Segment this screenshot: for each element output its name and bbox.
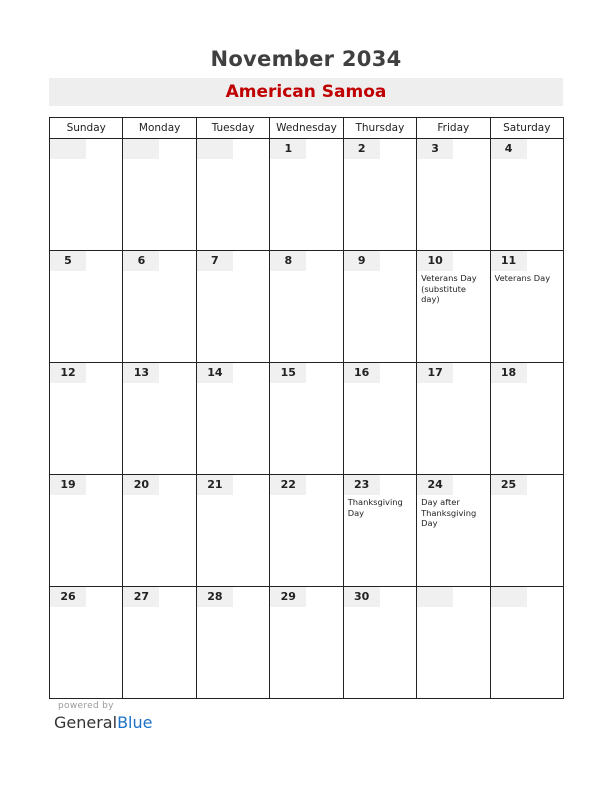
logo-general-text: General (54, 713, 118, 732)
day-cell (50, 363, 123, 475)
day-number: 10 (417, 251, 453, 271)
day-number: 16 (344, 363, 380, 383)
day-cell (270, 587, 343, 699)
day-cell (490, 139, 563, 251)
day-cell (123, 475, 196, 587)
week-row (50, 139, 564, 251)
day-cell (196, 251, 269, 363)
day-number: 26 (50, 587, 86, 607)
holiday-label: Veterans Day (494, 273, 551, 283)
day-number: 19 (50, 475, 86, 495)
day-number: 20 (123, 475, 159, 495)
weekday-header: Friday (417, 118, 490, 139)
day-cell (123, 587, 196, 699)
week-row (50, 363, 564, 475)
day-cell (196, 587, 269, 699)
holiday-label: Day after Thanksgiving Day (421, 497, 477, 528)
day-cell (50, 475, 123, 587)
day-number: 17 (417, 363, 453, 383)
weekday-header: Wednesday (270, 118, 343, 139)
day-number: 21 (197, 475, 233, 495)
day-cell (417, 251, 490, 363)
day-number: 5 (50, 251, 86, 271)
day-number (491, 587, 527, 607)
day-cell (270, 475, 343, 587)
day-number: 18 (491, 363, 527, 383)
day-number: 15 (270, 363, 306, 383)
day-number: 30 (344, 587, 380, 607)
weekday-header: Thursday (343, 118, 416, 139)
day-cell (343, 587, 416, 699)
day-cell (490, 363, 563, 475)
day-number (123, 139, 159, 159)
day-number: 29 (270, 587, 306, 607)
weekday-header: Saturday (490, 118, 563, 139)
holiday-label: Veterans Day (substitute day) (421, 273, 477, 304)
region-banner (49, 78, 563, 106)
day-cell (417, 139, 490, 251)
day-number: 23 (344, 475, 380, 495)
day-number: 4 (491, 139, 527, 159)
day-number: 9 (344, 251, 380, 271)
empty-day-cell (196, 139, 269, 251)
page-title: November 2034 (210, 47, 402, 71)
day-cell (123, 363, 196, 475)
day-number: 22 (270, 475, 306, 495)
day-cell (50, 251, 123, 363)
day-cell (343, 363, 416, 475)
day-cell (270, 363, 343, 475)
day-number: 24 (417, 475, 453, 495)
day-number: 1 (270, 139, 306, 159)
day-cell (50, 587, 123, 699)
day-number (417, 587, 453, 607)
day-number: 25 (491, 475, 527, 495)
day-number: 13 (123, 363, 159, 383)
weekday-header: Tuesday (196, 118, 269, 139)
day-number: 27 (123, 587, 159, 607)
day-number: 28 (197, 587, 233, 607)
empty-day-cell (417, 587, 490, 699)
generalblue-logo[interactable] (54, 713, 152, 732)
region-name: American Samoa (225, 82, 387, 102)
day-cell (417, 363, 490, 475)
day-number: 3 (417, 139, 453, 159)
day-cell (343, 475, 416, 587)
logo-blue-text: Blue (117, 713, 153, 732)
day-number: 7 (197, 251, 233, 271)
day-number: 2 (344, 139, 380, 159)
empty-day-cell (50, 139, 123, 251)
day-number: 12 (50, 363, 86, 383)
day-cell (343, 139, 416, 251)
day-cell (490, 475, 563, 587)
day-number: 6 (123, 251, 159, 271)
day-cell (490, 251, 563, 363)
day-number (50, 139, 86, 159)
day-number: 14 (197, 363, 233, 383)
weekday-header: Monday (123, 118, 196, 139)
empty-day-cell (490, 587, 563, 699)
day-cell (343, 251, 416, 363)
day-cell (123, 251, 196, 363)
week-row (50, 251, 564, 363)
holiday-label: Thanksgiving Day (347, 497, 403, 518)
day-number: 11 (491, 251, 527, 271)
week-row (50, 587, 564, 699)
day-cell (270, 139, 343, 251)
day-cell (417, 475, 490, 587)
day-number: 8 (270, 251, 306, 271)
weekday-header: Sunday (50, 118, 123, 139)
calendar-grid (49, 117, 564, 699)
day-number (197, 139, 233, 159)
empty-day-cell (123, 139, 196, 251)
day-cell (196, 475, 269, 587)
day-cell (196, 363, 269, 475)
week-row (50, 475, 564, 587)
day-cell (270, 251, 343, 363)
powered-by-text: powered by (58, 701, 114, 711)
weekday-header-row (50, 118, 564, 139)
